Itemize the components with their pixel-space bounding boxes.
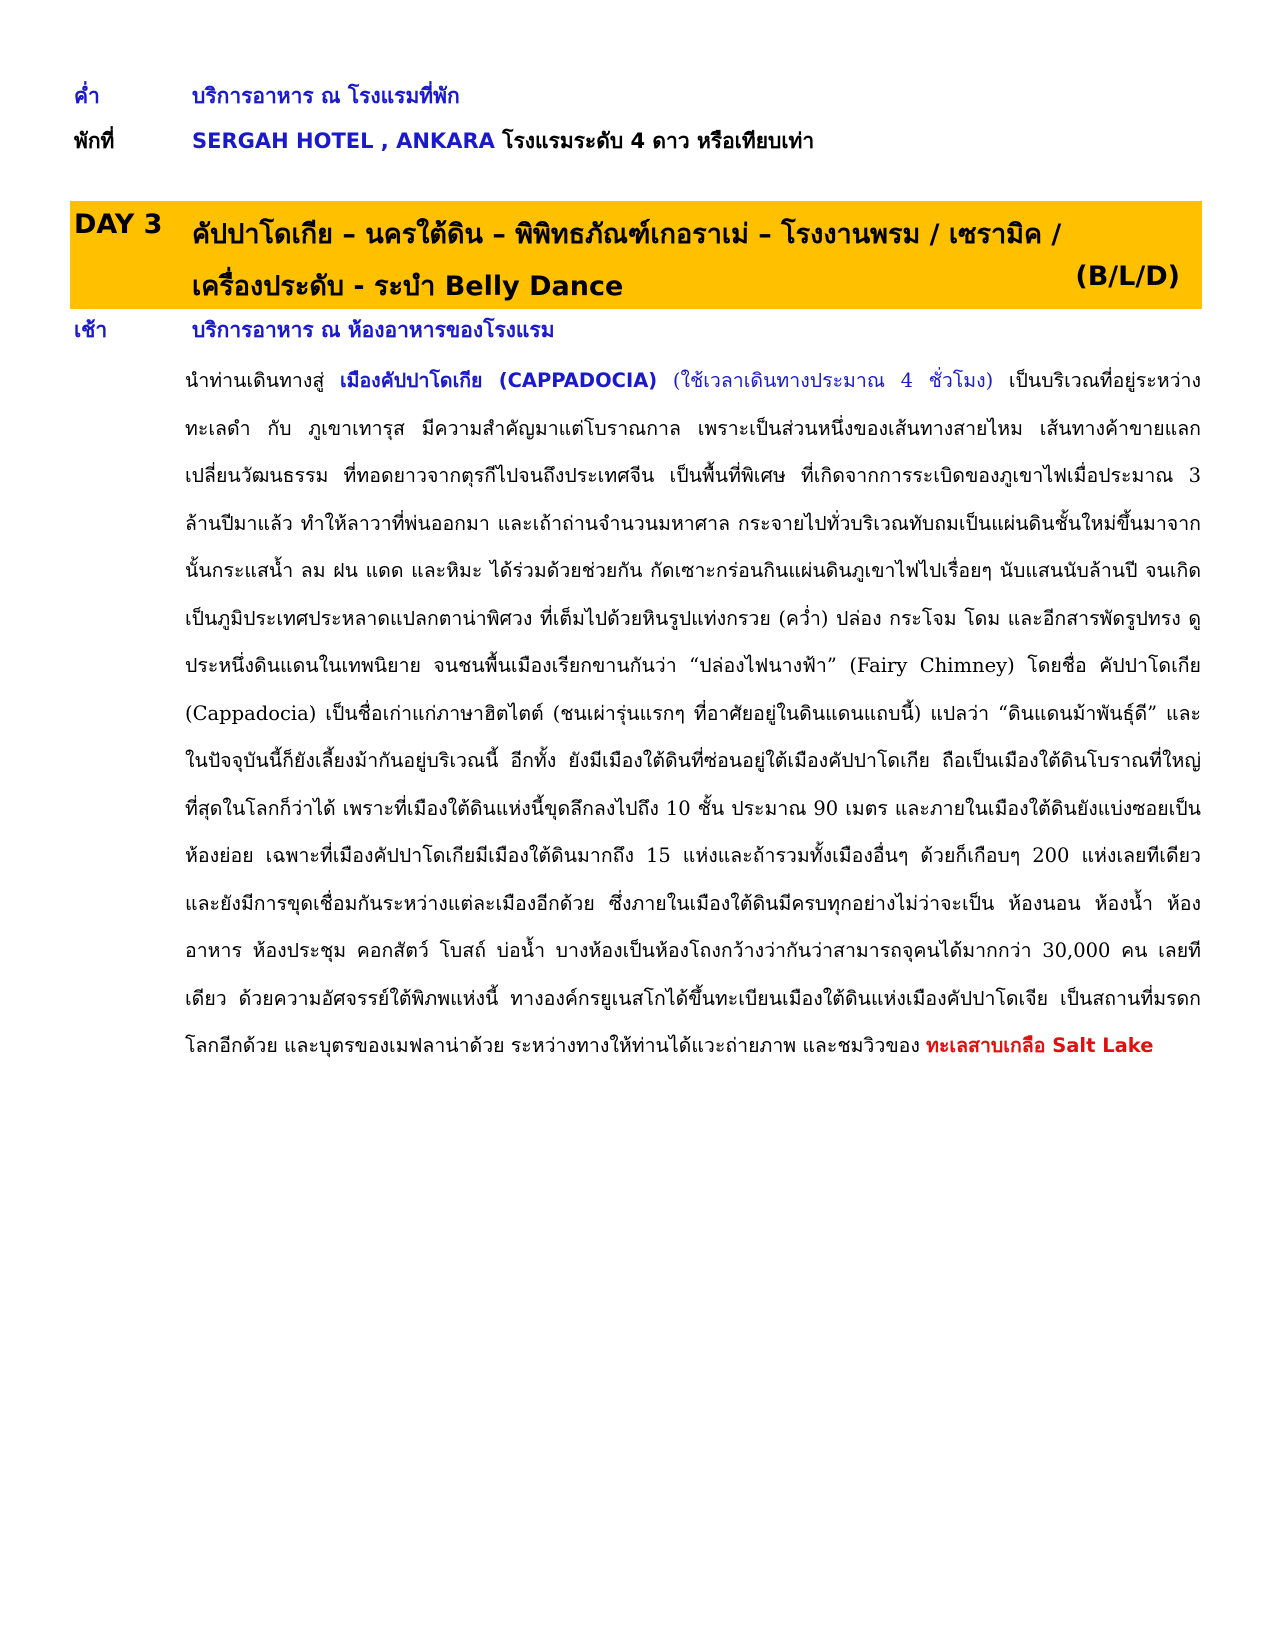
dinner-label: ค่ำ — [74, 84, 100, 108]
day-title-line1: คัปปาโดเกีย – นครใต้ดิน – พิพิทธภัณฑ์เกอราเม่ – โรงงานพรม / เซรามิค / — [192, 219, 1062, 250]
hotel-name: SERGAH HOTEL , ANKARA — [192, 129, 495, 153]
day-title-line2: เครื่องประดับ - ระบำ Belly Dance — [192, 271, 624, 302]
dinner-text: บริการอาหาร ณ โรงแรมที่พัก — [192, 84, 460, 108]
day-meals: (B/L/D) — [1075, 261, 1180, 292]
stay-label: พักที่ — [74, 129, 115, 153]
itinerary-destination: เมืองคัปปาโดเกีย (CAPPADOCIA) — [339, 369, 658, 392]
dinner-row — [74, 80, 1204, 113]
itinerary-lead: นำท่านเดินทางสู่ — [185, 369, 340, 392]
itinerary-body: เป็นบริเวณที่อยู่ระหว่าง ทะเลดำ กับ ภูเขาเทารุส มีความสำคัญมาแต่โบราณกาล เพราะเป็นส่วนหนึ่งของเส้นทางสายไหม เส้นทางค้าขายแลกเปลี่ยนวัฒนธรรม ที่ทอดยาวจากตุรกีไปจนถึงประเทศจีน เป็นพื้นที่พิเศษ ที่เกิดจากการระเบิดของภูเขาไฟเมื่อประมาณ 3 ล้านปีมาแล้ว ทำให้ลาวาที่พ่นออกมา และเถ้าถ่านจำนวนมหาศาล กระจายไปทั่วบริเวณทับถมเป็นแผ่นดินชั้นใหม่ขึ้นมาจากนั้นกระแสน้ำ ลม ฝน แดด และหิมะ ได้ร่วมด้วยช่วยกัน กัดเซาะกร่อนกินแผ่นดินภูเขาไฟไปเรื่อยๆ นับแสนนับล้านปี จนเกิดเป็นภูมิประเทศประหลาดแปลกตาน่าพิศวง ที่เต็มไปด้วยหินรูปแท่งกรวย (คว่ำ) ปล่อง กระโจม โดม และอีกสารพัดรูปทรง ดูประหนึ่งดินแดนในเทพนิยาย จนชนพื้นเมืองเรียกขานกันว่า “ปล่องไฟนางฟ้า” (Fairy Chimney) โดยชื่อ คัปปาโดเกีย (Cappadocia) เป็นชื่อเก่าแก่ภาษาฮิตไตต์ (ชนเผ่ารุ่นแรกๆ ที่อาศัยอยู่ในดินแดนแถบนี้) แปลว่า “ดินแดนม้าพันธุ์ดี” และในปัจจุบันนี้ก็ยังเลี้ยงม้ากันอยู่บริเวณนี้ อีกทั้ง ยังมีเมืองใต้ดินที่ซ่อนอยู่ใต้เมืองคัปปาโดเกีย ถือเป็นเมืองใต้ดินโบราณที่ใหญ่ที่สุดในโลกก็ว่าได้ เพราะที่เมืองใต้ดินแห่งนี้ขุดลึกลงไปถึง 10 ชั้น ประมาณ 90 เมตร และภายในเมืองใต้ดินยังแบ่งซอยเป็นห้องย่อย เฉพาะที่เมืองคัปปาโดเกียมีเมืองใต้ดินมากถึง 15 แห่งและถ้ารวมทั้งเมืองอื่นๆ ด้วยก็เกือบๆ 200 แห่งเลยทีเดียว และยังมีการขุดเชื่อมกันระหว่างแต่ละเมืองอีกด้วย ซึ่งภายในเมืองใต้ดินมีครบทุกอย่างไม่ว่าจะเป็น ห้องนอน ห้องน้ำ ห้องอาหาร ห้องประชุม คอกสัตว์ โบสถ์ บ่อน้ำ บางห้องเป็นห้องโถงกว้างว่ากันว่าสามารถจุคนได้มากกว่า 30,000 คน เลยทีเดียว ด้วยความอัศจรรย์ใต้พิภพแห่งนี้ ทางองค์กรยูเนสโกได้ขึ้นทะเบียนเมืองใต้ดินแห่งเมืองคัปปาโดเจีย เป็นสถานที่มรดกโลกอีกด้วย และบุตรของเมฟลาน่าด้วย ระหว่างทางให้ท่านได้แวะถ่ายภาพ และชมวิวของ — [185, 369, 1202, 1057]
breakfast-text: บริการอาหาร ณ ห้องอาหารของโรงแรม — [192, 318, 555, 342]
stay-text — [192, 125, 814, 158]
itinerary-highlight: ทะเลสาบเกลือ Salt Lake — [926, 1034, 1154, 1057]
day-title — [192, 209, 1192, 313]
stay-row — [74, 125, 1204, 158]
hotel-rating: โรงแรมระดับ 4 ดาว หรือเทียบเท่า — [494, 129, 815, 153]
breakfast-row — [74, 314, 1204, 347]
itinerary-paragraph — [185, 357, 1201, 1070]
day-header-band — [70, 201, 1202, 309]
day-code: DAY 3 — [74, 209, 163, 240]
itinerary-duration: (ใช้เวลาเดินทางประมาณ 4 ชั่วโมง) — [657, 369, 994, 392]
breakfast-label: เช้า — [74, 318, 108, 342]
